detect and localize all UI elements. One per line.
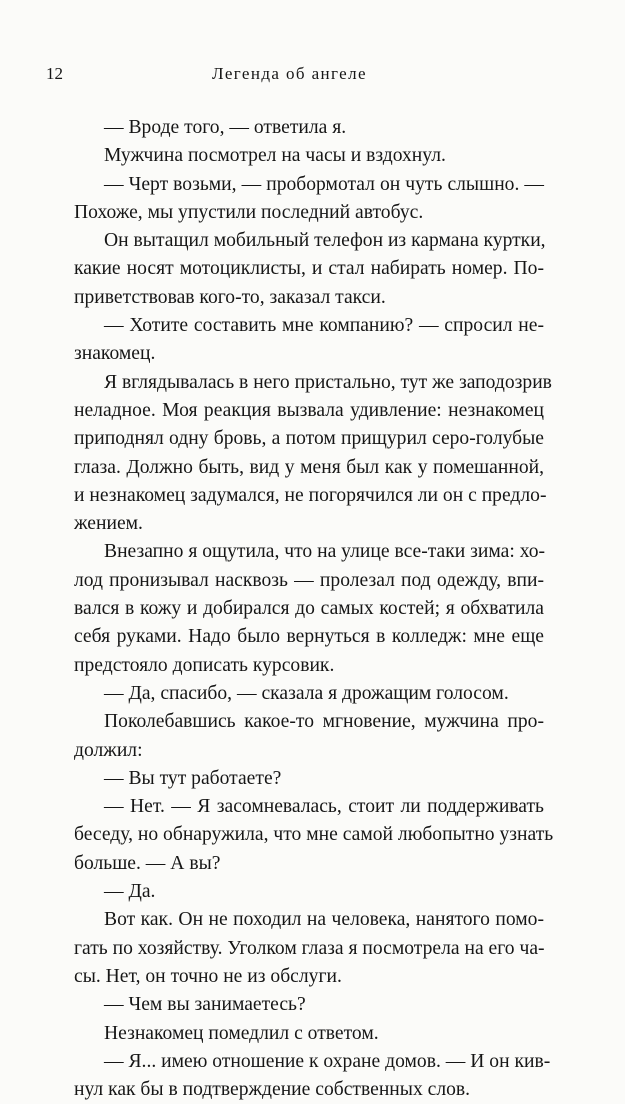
text-line: — Черт возьми, — пробормотал он чуть слышно. — [104,173,544,195]
text-line: себя руками. Надо было вернуться в колледж: мне еще [74,626,544,648]
text-line: гать по хозяйству. Уголком глаза я посмотрела на его ча- [74,937,545,959]
text-line: и незнакомец задумался, не погорячился ли он с предло- [74,484,547,506]
text-line: — Нет. — Я засомневалась, стоит ли поддерживать [104,796,544,818]
text-line: приподнял одну бровь, а потом прищурил серо-голубые [74,428,544,450]
body-text [74,114,554,1104]
text-line: Мужчина посмотрел на часы и вздохнул. [104,145,446,167]
text-line: — Вроде того, — ответила я. [104,117,347,138]
text-line: Внезапно я ощутила, что на улице все-таки зима: хо- [104,541,546,563]
text-line: больше. — А вы? [74,852,221,874]
text-line: Незнакомец помедлил с ответом. [104,1022,379,1044]
text-line: — Да, спасибо, — сказала я дрожащим голосом. [104,682,509,704]
text-line: нул как бы в подтверждение собственных слов. [74,1079,471,1101]
text-line: — Хотите составить мне компанию? — спросил не- [104,315,544,337]
text-line: вался в кожу и добирался до самых костей; я обхватила [74,598,544,620]
text-line: неладное. Моя реакция вызвала удивление: незнакомец [74,399,544,421]
text-line: знакомец. [74,343,156,365]
text-line: — Чем вы занимаетесь? [104,994,306,1016]
text-line: — Вы тут работаете? [104,767,282,789]
text-line: должил: [74,739,143,761]
text-line: Поколебавшись какое-то мгновение, мужчина про- [104,711,544,733]
text-line: Похоже, мы упустили последний автобус. [74,201,424,223]
text-line: — Я... имею отношение к охране домов. — И он кив- [104,1050,551,1072]
text-line: глаза. Должно быть, вид у меня был как у помешанной, [74,456,544,478]
text-line: предстояло дописать курсовик. [74,654,335,676]
text-line: Вот как. Он не походил на человека, нанятого помо- [104,909,544,931]
text-line: Я вглядывалась в него пристально, тут же заподозрив [104,371,552,393]
running-title: Легенда об ангеле [212,64,367,83]
text-line: лод пронизывал насквозь — пролезал под одежду, впи- [74,569,544,591]
text-line: — Да. [104,881,156,903]
page-header [46,64,566,88]
text-line: жением. [74,513,143,535]
text-line: беседу, но обнаружила, что мне самой любопытно узнать [74,824,554,846]
text-line: сы. Нет, он точно не из обслуги. [74,965,342,987]
page-number: 12 [46,64,63,83]
text-line: Он вытащил мобильный телефон из кармана куртки, [104,230,546,252]
text-line: приветствовав кого-то, заказал такси. [74,286,386,308]
text-line: какие носят мотоциклисты, и стал набирать номер. По- [74,258,544,280]
